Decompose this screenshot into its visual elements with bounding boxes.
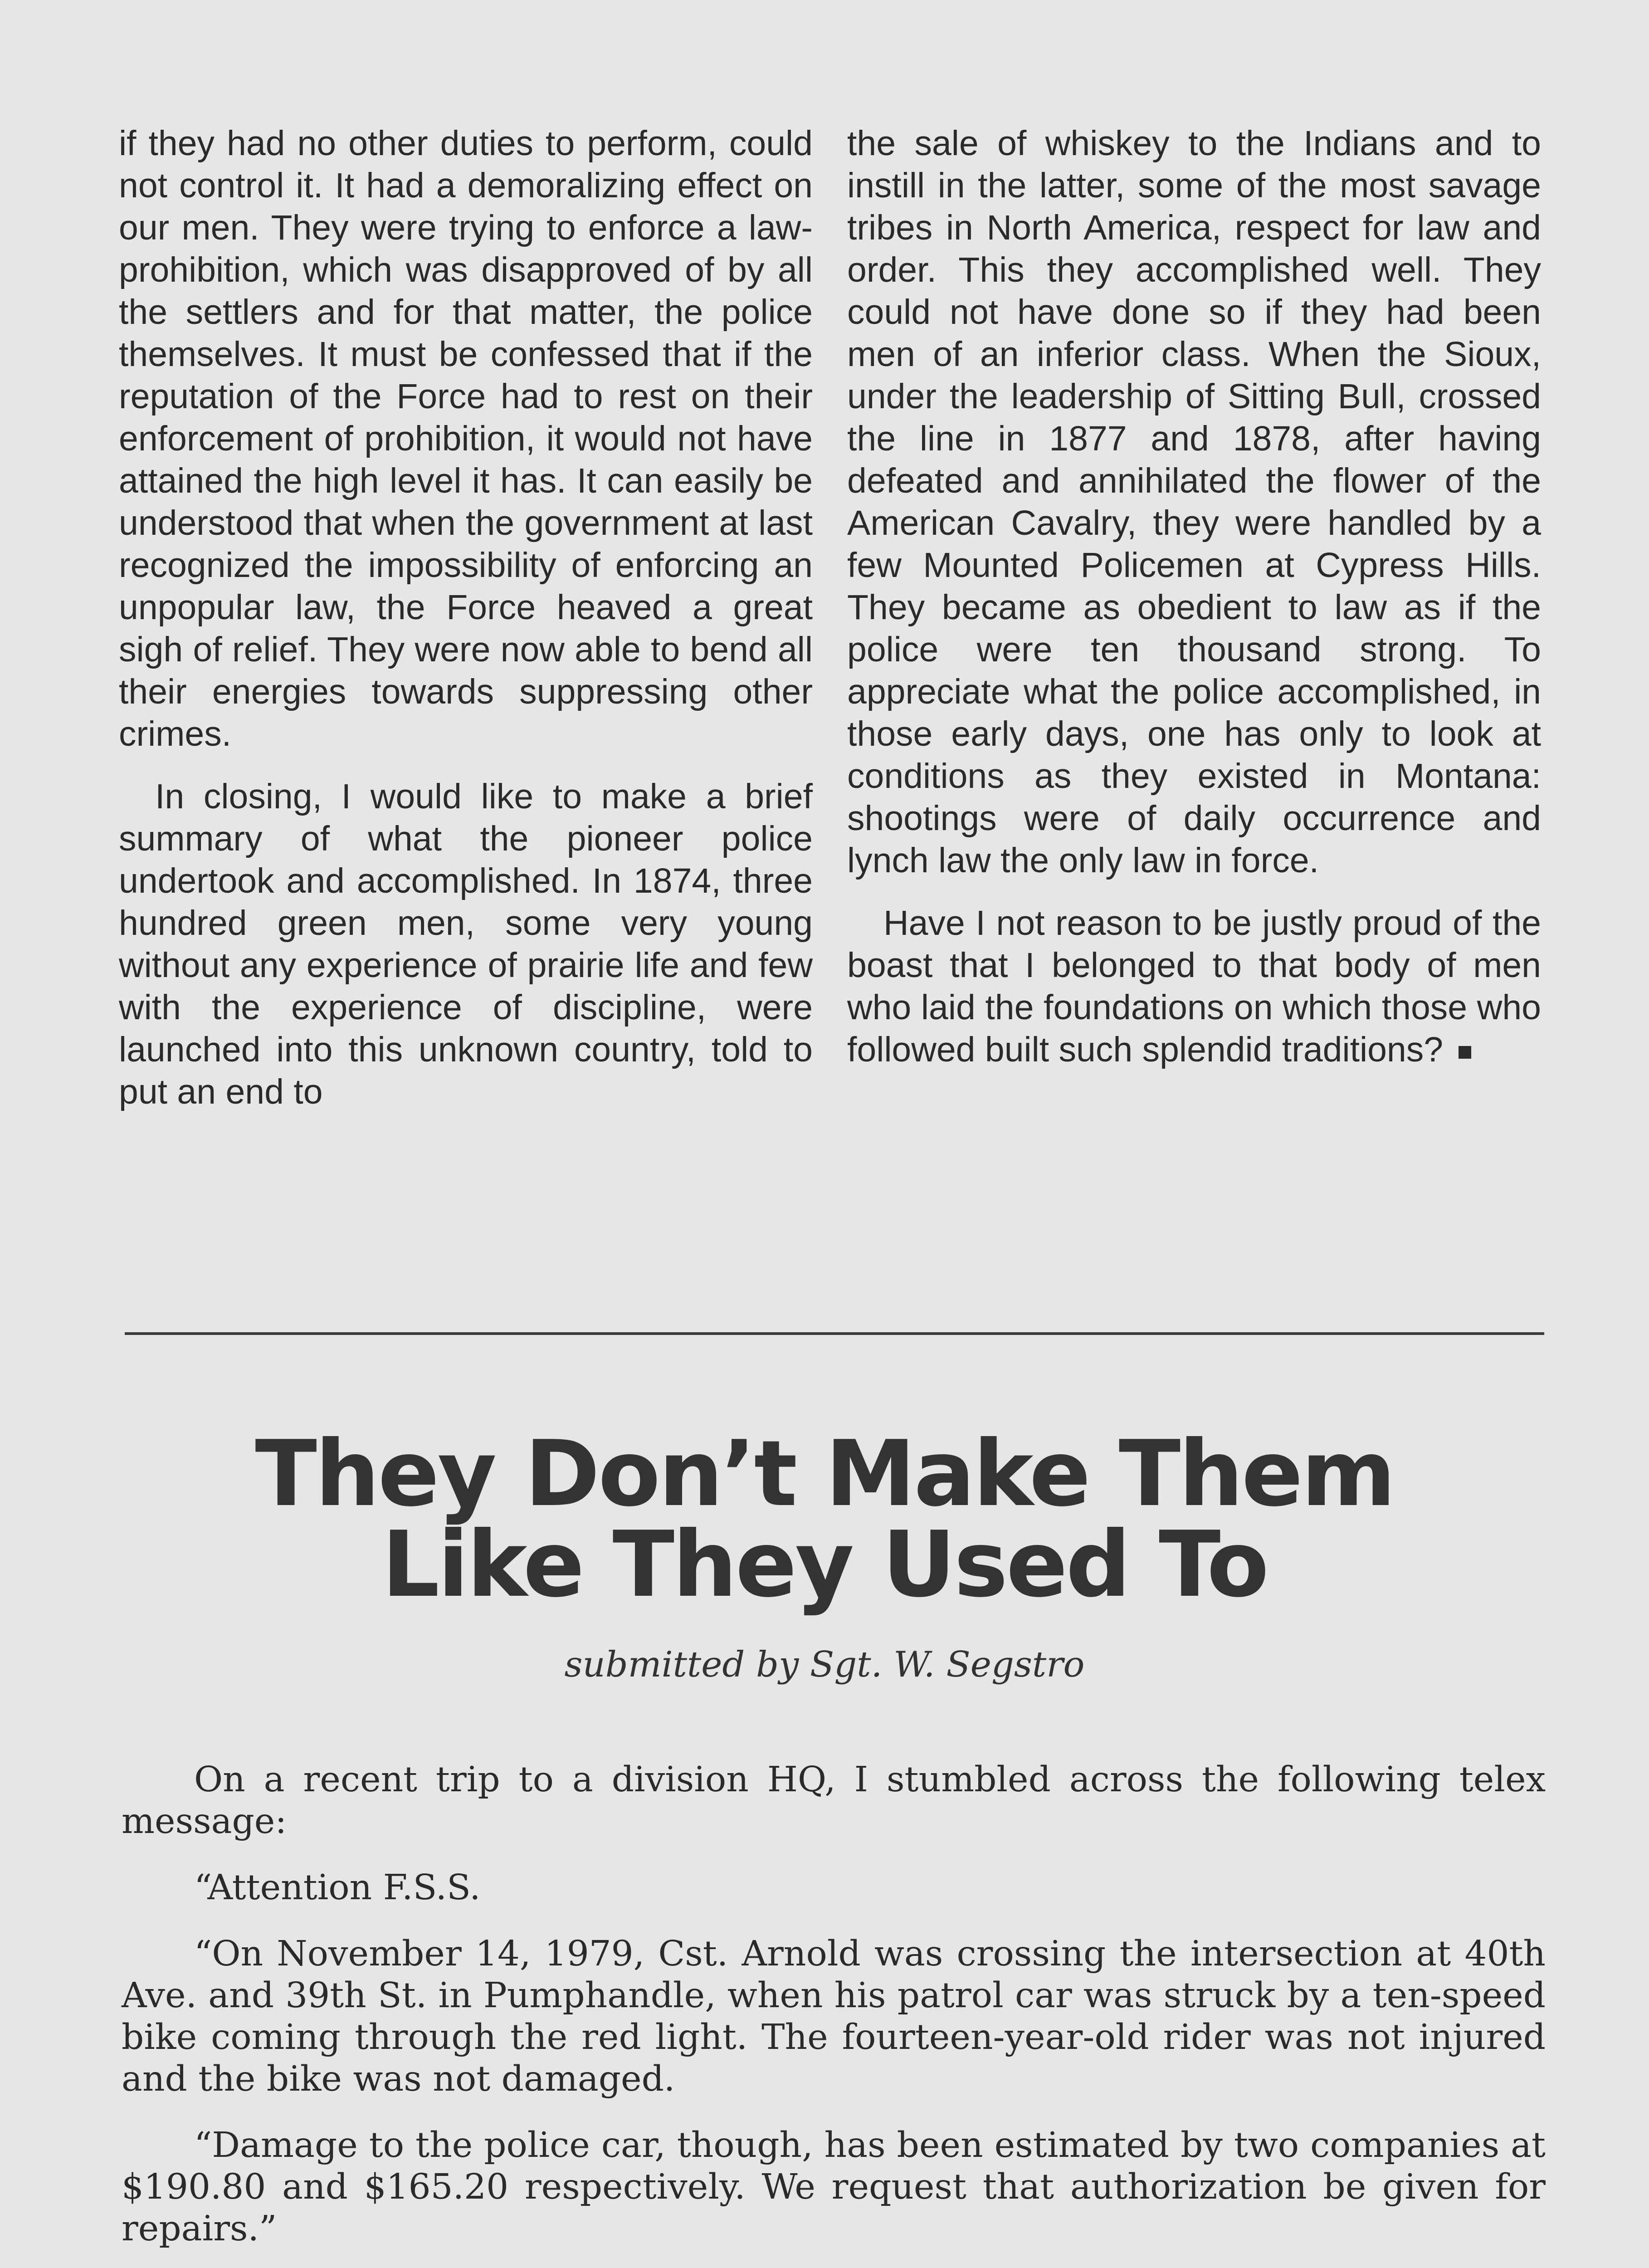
story-paragraph: On a recent trip to a division HQ, I stumbled across the following telex message: bbox=[122, 1760, 1546, 1842]
story-paragraph: “On November 14, 1979, Cst. Arnold was crossing the intersection at 40th Ave. and 39th St. in Pumphandle, when his patrol car was struck by a ten-speed bike coming through the red light. The fourteen-year-old rider was not injured and the bike was not damaged. bbox=[122, 1934, 1546, 2099]
story-body bbox=[122, 1759, 1546, 2268]
story-paragraph: “Damage to the police car, though, has been estimated by two companies at $190.80 and $165.20 respectively. We request that authorization be given for repairs.” bbox=[122, 2125, 1546, 2249]
end-of-article-mark-icon bbox=[1459, 1046, 1471, 1059]
article-right-column bbox=[847, 122, 1541, 1071]
article-paragraph: the sale of whiskey to the Indians and to instill in the latter, some of the most savage tribes in North America, respect for law and order. This they accomplished well. They could not have done so if they had been men of an inferior class. When the Sioux, under the leadership of Sitting Bull, crossed the line in 1877 and 1878, after having defeated and annihilated the flower of the American Cavalry, they were handled by a few Mounted Policemen at Cypress Hills. They became as obedient to law as if the police were ten thousand strong. To appreciate what the police accomplished, in those early days, one has only to look at conditions as they existed in Montana: shootings were of daily occurrence and lynch law the only law in force. bbox=[847, 124, 1541, 880]
article-paragraph: In closing, I would like to make a brief summary of what the pioneer police undertook and accomplished. In 1874, three hundred green men, some very young without any experience of prairie life and few with the experience of discipline, were launched into this unknown country, told to put an end to bbox=[119, 777, 813, 1111]
article-left-column bbox=[119, 122, 813, 1113]
story-byline: submitted by Sgt. W. Segstro bbox=[564, 1644, 1085, 1685]
story-title bbox=[0, 1421, 1649, 1618]
section-divider bbox=[125, 1332, 1544, 1335]
article-paragraph-text: Have I not reason to be justly proud of the boast that I belonged to that body of men who laid the foundations on which those who followed built such splendid traditions? bbox=[847, 904, 1541, 1069]
story-title-line: They Don’t Make Them bbox=[255, 1421, 1394, 1527]
article-paragraph: if they had no other duties to perform, could not control it. It had a demoralizing effect on our men. They were trying to enforce a law-prohibition, which was disapproved of by all the settlers and for that matter, the police themselves. It must be confessed that if the reputation of the Force had to rest on their enforcement of prohibition, it would not have attained the high level it has. It can easily be understood that when the government at last recognized the impossibility of enforcing an unpopular law, the Force heaved a great sigh of relief. They were now able to bend all their energies towards suppressing other crimes. bbox=[119, 124, 813, 753]
article-closing-paragraph bbox=[847, 902, 1541, 1071]
story-title-line: Like They Used To bbox=[381, 1512, 1268, 1618]
story-paragraph: “Attention F.S.S. bbox=[194, 1867, 481, 1908]
